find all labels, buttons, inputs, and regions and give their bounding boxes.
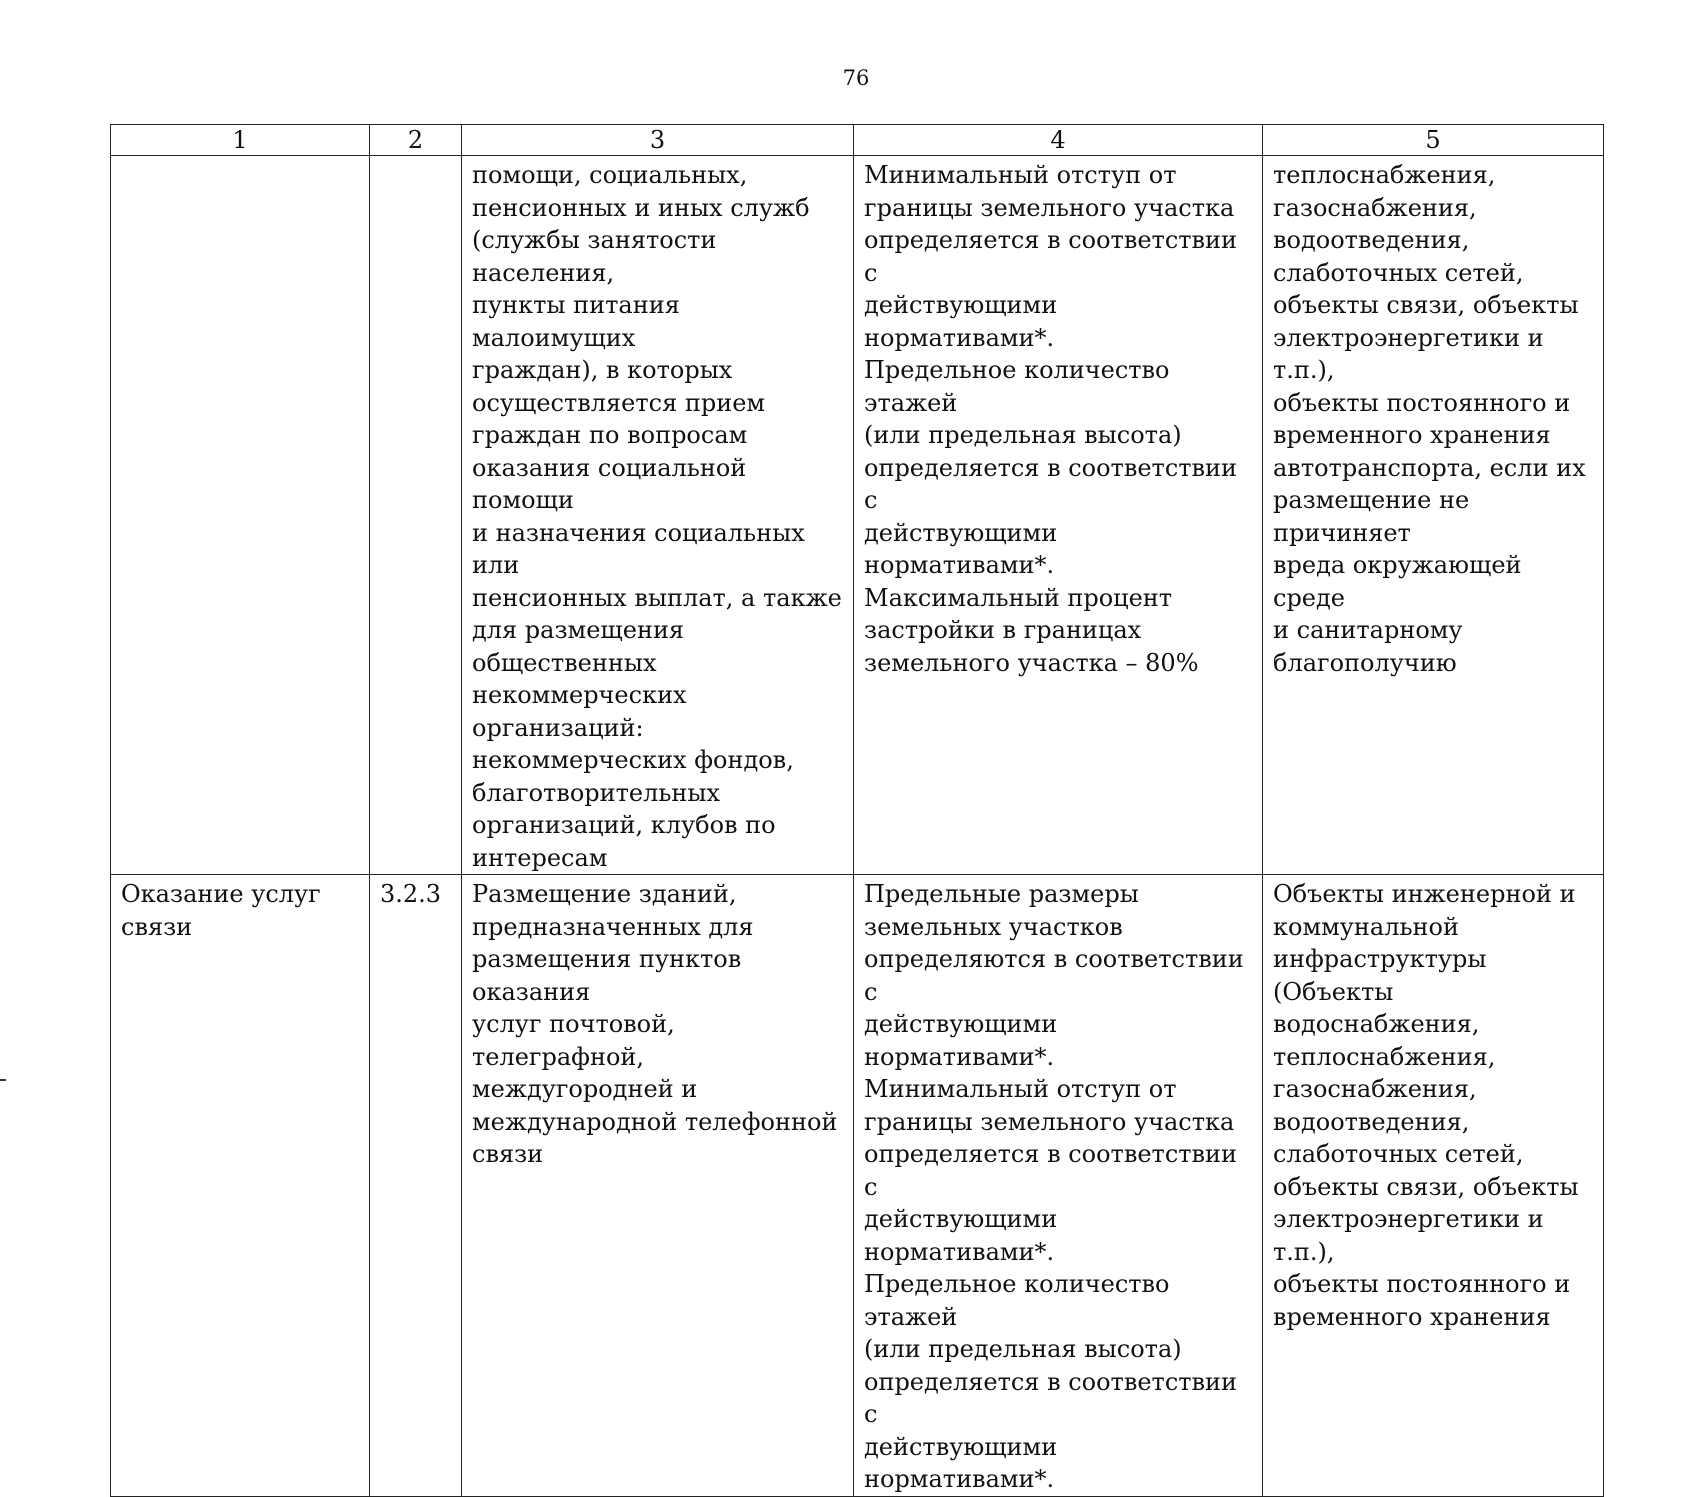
use-code-cell [370, 156, 462, 875]
parameters-cell: Предельные размеры земельных участков определяются в соответствии с действующими нормативами*. Минимальный отступ от границы земельного участка определяется в соответствии с действующими нормативами*. Предельное количество этажей (или предельная высота) определяется в соответствии с действующими нормативами*. [854, 875, 1263, 1497]
table-row [111, 156, 1604, 875]
page-number: 76 [842, 66, 870, 90]
table-row [111, 875, 1604, 1497]
parameters-cell: Минимальный отступ от границы земельного участка определяется в соответствии с действующими нормативами*. Предельное количество этажей (или предельная высота) определяется в соответствии с действующими нормативами*. Максимальный процент застройки в границах земельного участка – 80% [854, 156, 1263, 875]
auxiliary-uses-cell: теплоснабжения, газоснабжения, водоотведения, слаботочных сетей, объекты связи, объекты электроэнергетики и т.п.), объекты постоянного и временного хранения автотранспорта, если их размещение не причиняет вреда окружающей среде и санитарному благополучию [1263, 156, 1604, 875]
auxiliary-uses-cell: Объекты инженерной и коммунальной инфраструктуры (Объекты водоснабжения, теплоснабжения, газоснабжения, водоотведения, слаботочных сетей, объекты связи, объекты электроэнергетики и т.п.), объекты постоянного и временного хранения [1263, 875, 1604, 1497]
use-description-cell: помощи, социальных, пенсионных и иных служб (службы занятости населения, пункты питания малоимущих граждан), в которых осуществляется прием граждан по вопросам оказания социальной помощи и назначения социальных или пенсионных выплат, а также для размещения общественных некоммерческих организаций: некоммерческих фондов, благотворительных организаций, клубов по интересам [462, 156, 854, 875]
use-description-cell: Размещение зданий, предназначенных для размещения пунктов оказания услуг почтовой, телеграфной, междугородней и международной телефонной связи [462, 875, 854, 1497]
land-use-type-cell: Оказание услуг связи [111, 875, 370, 1497]
land-use-type-cell [111, 156, 370, 875]
header-cell-2: 2 [370, 125, 462, 156]
scan-edge-mark [0, 1079, 6, 1081]
table-header-row [111, 125, 1604, 156]
header-cell-5: 5 [1263, 125, 1604, 156]
use-code-cell: 3.2.3 [370, 875, 462, 1497]
header-cell-3: 3 [462, 125, 854, 156]
zoning-table [110, 124, 1604, 1497]
header-cell-1: 1 [111, 125, 370, 156]
header-cell-4: 4 [854, 125, 1263, 156]
